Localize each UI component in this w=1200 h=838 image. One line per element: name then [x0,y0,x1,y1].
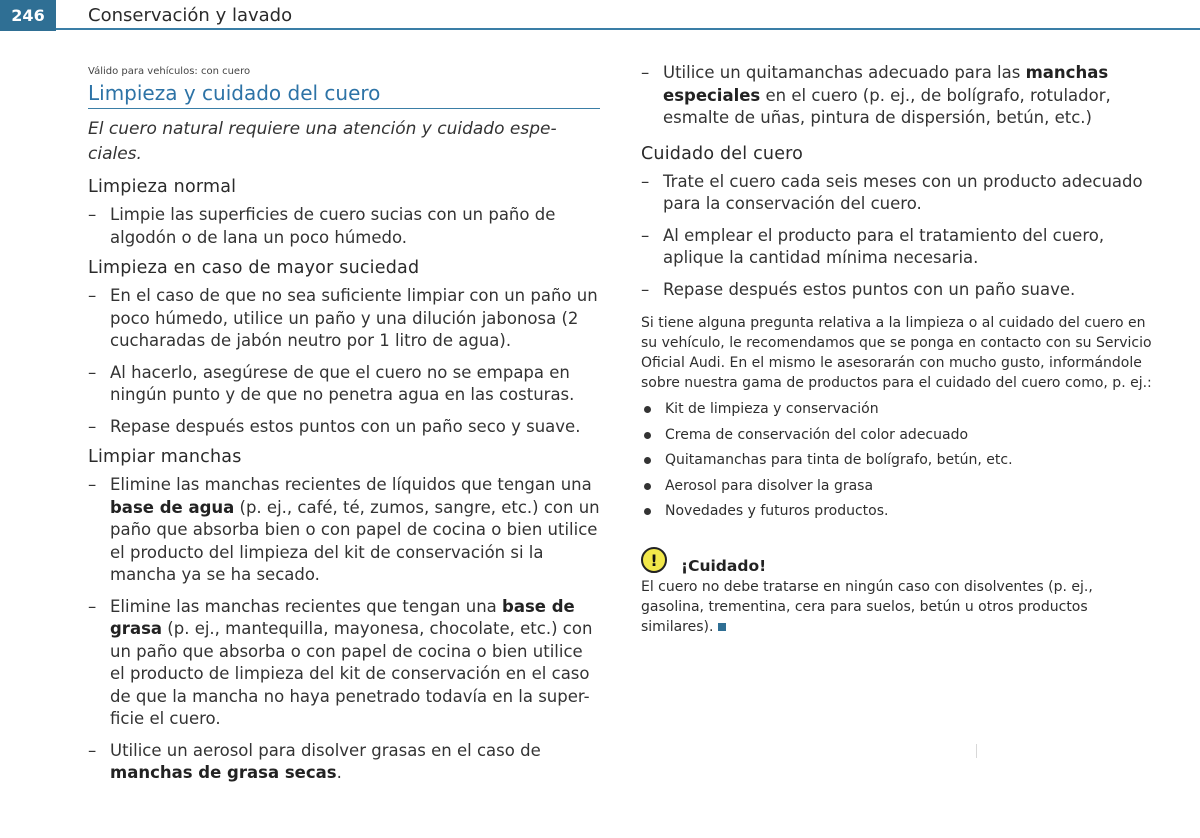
dash-marker: – [88,286,97,305]
bullet-dot-icon [644,457,651,464]
list-item [88,285,600,353]
dash-marker: – [88,475,97,494]
list-item-text: (p. ej., café, té, zumos, sangre, etc.) con un paño que absorba bien o con papel de cocina o bien utilice el producto del limpieza del kit de conservación si la mancha ya se ha secado. [110,497,600,584]
list-item-text: Trate el cuero cada seis meses con un producto adecuado para la conservación del cuero. [663,171,1143,213]
emphasis-grease-based: base de grasa [110,596,575,638]
list-item [641,225,1153,270]
caution-header [641,547,1153,573]
list-item [88,740,600,785]
bullet-item [641,399,1153,419]
validity-note: Válido para vehículos: con cuero [88,66,251,77]
subheading-normal-cleaning: Limpieza normal [88,177,237,197]
bullet-text: Kit de limpieza y conservación [665,401,879,417]
section-title: Limpieza y cuidado del cuero [88,81,600,109]
bullet-text: Quitamanchas para tinta de bolígrafo, betún, etc. [665,452,1013,468]
caution-title: ¡Cuidado! [681,557,767,575]
dash-marker: – [88,205,97,224]
list-item [641,171,1153,216]
bullet-dot-icon [644,406,651,413]
dash-marker: – [641,171,650,191]
subheading-leather-care: Cuidado del cuero [641,143,804,164]
bullet-text: Aerosol para disolver la grasa [665,477,874,494]
dash-marker: – [88,596,97,616]
list-item-text: Utilice un quitamanchas adecuado para las [663,63,1026,82]
list-item [88,474,600,587]
list-item-text: Al hacerlo, asegúrese de que el cuero no se empapa en ningún punto y de que no penetra agua en las costuras. [110,362,575,404]
list-item [88,362,600,407]
emphasis-dry-grease: manchas de grasa secas [110,763,337,782]
subheading-heavy-soiling: Limpieza en caso de mayor suciedad [88,258,420,278]
list-item-text: en el cuero (p. ej., de bolígrafo, rotulador, esmalte de uñas, pintura de dispersión, betún, etc.) [663,85,1111,127]
bullet-dot-icon [644,483,651,490]
list-item-text: Al emplear el producto para el tratamiento del cuero, aplique la cantidad mínima necesaria. [663,225,1105,267]
list-item-text: Elimine las manchas recientes que tengan una [110,596,503,616]
info-paragraph: Si tiene alguna pregunta relativa a la limpieza o al cuidado del cuero en su vehículo, le recomendamos que se ponga en contacto con su Servicio Oficial Audi. En el mismo le asesorarán con mucho gusto, informándole sobre nuestra gama de productos para el cuidado del cuero como, p. ej.: [641,315,1152,391]
list-item [641,279,1153,302]
page-number: 246 [0,0,56,31]
exclamation-warning-icon: ! [641,547,667,573]
right-column [641,62,1153,637]
left-column [88,66,600,794]
bullet-item [641,476,1153,496]
bullet-dot-icon [644,508,651,515]
bullet-item [641,425,1153,445]
list-item-text: Elimine las manchas recientes de líquidos que tengan una [110,475,592,494]
bullet-item [641,501,1153,521]
bullet-text: Novedades y futuros productos. [665,503,889,519]
dash-marker: – [641,279,650,299]
list-item [88,416,600,439]
dash-marker: – [88,416,97,436]
chapter-title: Conservación y lavado [88,5,293,26]
bullet-dot-icon [644,432,651,439]
list-item-text: (p. ej., mantequilla, mayonesa, chocolate, etc.) con un paño que absorba o con papel de cocina o bien utilice el producto de limpieza del kit de conservación en el caso de que la mancha no haya penetrado todavía en la super-ficie el cuero. [110,619,593,728]
dash-marker: – [641,225,650,245]
bullet-text: Crema de conservación del color adecuado [665,426,969,443]
caution-body: El cuero no debe tratarse en ningún caso con disolventes (p. ej., gasolina, trementina, cera para suelos, betún u otros productos similares). [641,579,1093,635]
dash-marker: – [641,63,650,82]
scan-artifact-mark [976,744,977,758]
list-item [88,204,600,249]
list-item-text: Repase después estos puntos con un paño suave. [663,279,1076,299]
header-divider [56,28,1200,30]
bullet-item [641,450,1153,470]
list-item-text: Repase después estos puntos con un paño seco y suave. [110,416,581,436]
list-item-text: Utilice un aerosol para disolver grasas en el caso de [110,740,541,760]
emphasis-special-stains: manchas especiales [663,63,1109,105]
intro-text: El cuero natural requiere una atención y cuidado espe-ciales. [88,119,557,164]
list-item [88,596,600,731]
list-item-text: . [336,763,342,782]
dash-marker: – [88,362,97,382]
list-item-text: Limpie las superficies de cuero sucias con un paño de algodón o de lana un poco húmedo. [110,205,556,247]
end-of-section-icon [718,623,726,631]
list-item [641,62,1153,130]
subheading-stains: Limpiar manchas [88,447,242,467]
list-item-text: En el caso de que no sea suficiente limpiar con un paño un poco húmedo, utilice un paño y una dilución jabonosa (2 cucharadas de jabón neutro por 1 litro de agua). [110,286,598,350]
emphasis-water-based: base de agua [110,497,235,517]
dash-marker: – [88,740,97,760]
caution-text [641,577,1153,637]
